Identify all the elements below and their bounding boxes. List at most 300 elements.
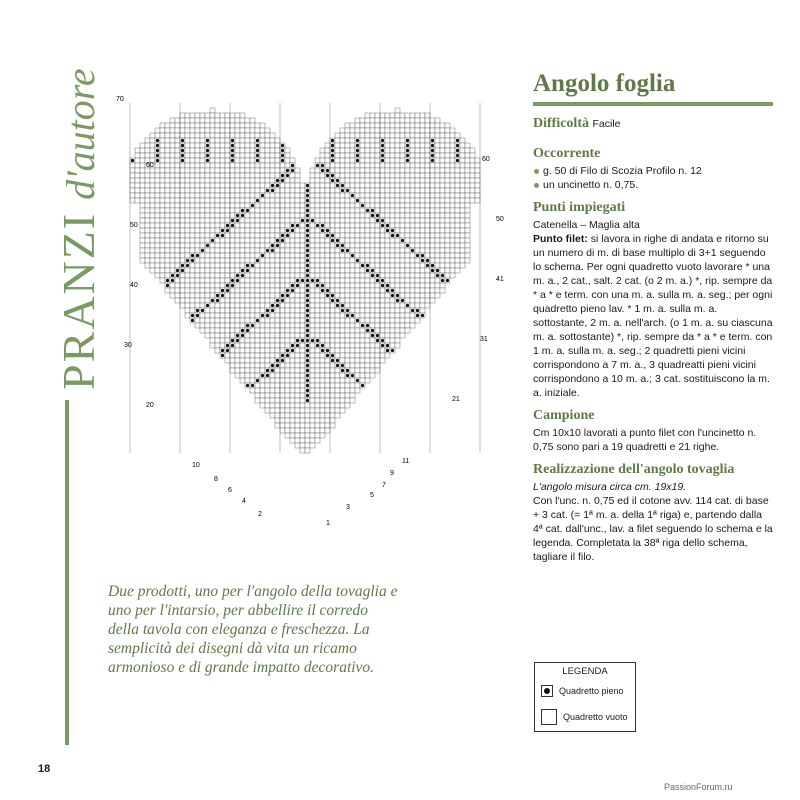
grid-cell [440, 248, 445, 253]
grid-cell [375, 223, 380, 228]
grid-cell [270, 373, 275, 378]
grid-cell [455, 253, 460, 258]
grid-cell [295, 238, 300, 243]
grid-cell [245, 173, 250, 178]
grid-cell [315, 178, 320, 183]
grid-cell [240, 248, 245, 253]
grid-cell [220, 143, 225, 148]
grid-cell [200, 198, 205, 203]
grid-cell [170, 253, 175, 258]
filled-cell-dot [306, 379, 309, 382]
grid-cell [220, 343, 225, 348]
grid-cell [300, 293, 305, 298]
grid-cell [210, 163, 215, 168]
grid-cell [295, 383, 300, 388]
filled-cell-dot [271, 364, 274, 367]
grid-cell [270, 268, 275, 273]
grid-cell [445, 178, 450, 183]
grid-cell [180, 213, 185, 218]
grid-cell [315, 253, 320, 258]
grid-cell [335, 198, 340, 203]
filled-cell-dot [281, 239, 284, 242]
grid-cell [155, 273, 160, 278]
grid-cell [330, 388, 335, 393]
grid-cell [245, 358, 250, 363]
grid-cell [415, 238, 420, 243]
grid-cell [325, 163, 330, 168]
grid-cell [355, 368, 360, 373]
filled-cell-dot [386, 349, 389, 352]
grid-cell [135, 158, 140, 163]
grid-cell [250, 313, 255, 318]
grid-cell [415, 193, 420, 198]
grid-cell [265, 353, 270, 358]
grid-cell [335, 268, 340, 273]
grid-cell [230, 193, 235, 198]
grid-cell [195, 323, 200, 328]
grid-cell [335, 308, 340, 313]
grid-cell [380, 248, 385, 253]
filled-cell-dot [191, 314, 194, 317]
grid-cell [375, 228, 380, 233]
grid-cell [425, 288, 430, 293]
grid-cell [165, 163, 170, 168]
grid-cell [290, 218, 295, 223]
grid-cell [310, 303, 315, 308]
grid-cell [315, 268, 320, 273]
grid-cell [320, 173, 325, 178]
row-number-left: 2 [258, 511, 262, 518]
grid-cell [290, 358, 295, 363]
grid-cell [185, 253, 190, 258]
grid-cell [415, 118, 420, 123]
grid-cell [195, 153, 200, 158]
grid-cell [255, 288, 260, 293]
grid-cell [170, 293, 175, 298]
grid-cell [280, 253, 285, 258]
grid-cell [255, 218, 260, 223]
grid-cell [310, 178, 315, 183]
grid-cell [200, 323, 205, 328]
grid-cell [400, 333, 405, 338]
grid-cell [430, 278, 435, 283]
grid-cell [440, 143, 445, 148]
grid-cell [215, 258, 220, 263]
grid-cell [435, 213, 440, 218]
grid-cell [240, 128, 245, 133]
grid-cell [355, 388, 360, 393]
grid-cell [250, 158, 255, 163]
grid-cell [175, 263, 180, 268]
grid-cell [355, 268, 360, 273]
grid-cell [370, 203, 375, 208]
grid-cell [265, 363, 270, 368]
grid-cell [210, 243, 215, 248]
grid-cell [345, 403, 350, 408]
grid-cell [240, 243, 245, 248]
grid-cell [285, 263, 290, 268]
grid-cell [380, 298, 385, 303]
grid-cell [250, 133, 255, 138]
filled-cell-dot [271, 249, 274, 252]
filled-cell-dot [281, 154, 284, 157]
grid-cell [365, 303, 370, 308]
grid-cell [310, 368, 315, 373]
sample-heading: Campione [533, 408, 595, 423]
grid-cell [300, 263, 305, 268]
grid-cell [225, 118, 230, 123]
grid-cell [405, 178, 410, 183]
grid-cell [435, 148, 440, 153]
grid-cell [210, 203, 215, 208]
grid-cell [345, 323, 350, 328]
instructions-column [533, 70, 773, 564]
grid-cell [350, 363, 355, 368]
grid-cell [230, 118, 235, 123]
grid-cell [440, 223, 445, 228]
filled-cell-dot [221, 234, 224, 237]
grid-cell [460, 163, 465, 168]
grid-cell [285, 368, 290, 373]
page-number: 18 [38, 763, 51, 775]
grid-cell [345, 273, 350, 278]
grid-cell [285, 163, 290, 168]
grid-cell [350, 163, 355, 168]
grid-cell [355, 283, 360, 288]
grid-cell [450, 208, 455, 213]
grid-cell [315, 213, 320, 218]
grid-cell [385, 143, 390, 148]
grid-cell [245, 163, 250, 168]
grid-cell [230, 113, 235, 118]
grid-cell [320, 403, 325, 408]
grid-cell [160, 193, 165, 198]
grid-cell [145, 188, 150, 193]
grid-cell [210, 263, 215, 268]
filled-cell-dot [241, 269, 244, 272]
grid-cell [170, 153, 175, 158]
grid-cell [410, 193, 415, 198]
grid-cell [395, 113, 400, 118]
grid-cell [385, 163, 390, 168]
grid-cell [245, 198, 250, 203]
grid-cell [270, 348, 275, 353]
filled-cell-dot [216, 299, 219, 302]
grid-cell [185, 128, 190, 133]
grid-cell [400, 278, 405, 283]
grid-cell [200, 283, 205, 288]
grid-cell [220, 168, 225, 173]
grid-cell [235, 258, 240, 263]
grid-cell [190, 293, 195, 298]
grid-cell [380, 328, 385, 333]
grid-cell [375, 323, 380, 328]
grid-cell [400, 178, 405, 183]
grid-cell [370, 303, 375, 308]
grid-cell [235, 183, 240, 188]
grid-cell [225, 323, 230, 328]
grid-cell [320, 328, 325, 333]
grid-cell [295, 408, 300, 413]
grid-cell [340, 383, 345, 388]
grid-cell [320, 323, 325, 328]
grid-cell [275, 163, 280, 168]
filled-cell-dot [236, 214, 239, 217]
grid-cell [370, 278, 375, 283]
grid-cell [425, 238, 430, 243]
grid-cell [180, 243, 185, 248]
filled-cell-dot [296, 284, 299, 287]
filled-cell-dot [431, 149, 434, 152]
grid-cell [370, 363, 375, 368]
grid-cell [370, 178, 375, 183]
grid-cell [155, 253, 160, 258]
grid-cell [235, 298, 240, 303]
grid-cell [245, 333, 250, 338]
filled-cell-dot [186, 264, 189, 267]
grid-cell [360, 313, 365, 318]
filled-cell-dot [241, 209, 244, 212]
grid-cell [405, 133, 410, 138]
grid-cell [310, 213, 315, 218]
grid-cell [220, 208, 225, 213]
grid-cell [240, 168, 245, 173]
grid-cell [160, 263, 165, 268]
filled-cell-dot [326, 354, 329, 357]
grid-cell [330, 308, 335, 313]
grid-cell [240, 238, 245, 243]
grid-cell [330, 393, 335, 398]
grid-cell [335, 148, 340, 153]
grid-cell [190, 223, 195, 228]
grid-cell [290, 253, 295, 258]
grid-cell [315, 308, 320, 313]
grid-cell [160, 168, 165, 173]
grid-cell [315, 248, 320, 253]
grid-cell [205, 333, 210, 338]
grid-cell [275, 383, 280, 388]
grid-cell [400, 168, 405, 173]
grid-cell [395, 263, 400, 268]
grid-cell [310, 388, 315, 393]
grid-cell [255, 208, 260, 213]
grid-cell [140, 233, 145, 238]
grid-cell [220, 128, 225, 133]
grid-cell [345, 378, 350, 383]
filled-cell-dot [306, 229, 309, 232]
grid-cell [330, 363, 335, 368]
grid-cell [300, 303, 305, 308]
grid-cell [245, 183, 250, 188]
grid-cell [380, 193, 385, 198]
grid-cell [465, 198, 470, 203]
grid-cell [350, 228, 355, 233]
grid-cell [460, 258, 465, 263]
grid-cell [360, 163, 365, 168]
grid-cell [355, 373, 360, 378]
filled-cell-dot [206, 159, 209, 162]
grid-cell [260, 363, 265, 368]
grid-cell [265, 128, 270, 133]
grid-cell [200, 123, 205, 128]
grid-cell [240, 363, 245, 368]
grid-cell [370, 138, 375, 143]
grid-cell [250, 243, 255, 248]
grid-cell [350, 383, 355, 388]
grid-cell [145, 223, 150, 228]
grid-cell [285, 428, 290, 433]
grid-cell [425, 173, 430, 178]
grid-cell [385, 353, 390, 358]
grid-cell [445, 123, 450, 128]
grid-cell [260, 228, 265, 233]
grid-cell [405, 173, 410, 178]
grid-cell [250, 378, 255, 383]
grid-cell [410, 213, 415, 218]
grid-cell [325, 363, 330, 368]
filled-cell-dot [211, 299, 214, 302]
grid-cell [165, 173, 170, 178]
grid-cell [310, 168, 315, 173]
grid-cell [310, 263, 315, 268]
grid-cell [400, 213, 405, 218]
grid-cell [310, 373, 315, 378]
filled-square-icon [541, 685, 553, 697]
grid-cell [300, 358, 305, 363]
grid-cell [400, 293, 405, 298]
grid-cell [205, 218, 210, 223]
grid-cell [455, 198, 460, 203]
grid-cell [205, 228, 210, 233]
grid-cell [280, 378, 285, 383]
grid-cell [300, 328, 305, 333]
grid-cell [350, 208, 355, 213]
grid-cell [445, 163, 450, 168]
grid-cell [285, 238, 290, 243]
grid-cell [260, 213, 265, 218]
grid-cell [230, 333, 235, 338]
grid-cell [130, 173, 135, 178]
grid-cell [210, 108, 215, 113]
grid-cell [390, 273, 395, 278]
grid-cell [375, 168, 380, 173]
filled-cell-dot [306, 314, 309, 317]
grid-cell [455, 183, 460, 188]
grid-cell [280, 268, 285, 273]
grid-cell [375, 233, 380, 238]
filled-cell-dot [286, 234, 289, 237]
grid-cell [285, 338, 290, 343]
grid-cell [215, 133, 220, 138]
grid-cell [260, 188, 265, 193]
grid-cell [405, 193, 410, 198]
grid-cell [330, 208, 335, 213]
grid-cell [330, 223, 335, 228]
grid-cell [390, 118, 395, 123]
grid-cell [445, 228, 450, 233]
grid-cell [345, 193, 350, 198]
grid-cell [280, 168, 285, 173]
grid-cell [395, 203, 400, 208]
grid-cell [235, 248, 240, 253]
row-number-left: 20 [146, 402, 154, 409]
grid-cell [260, 133, 265, 138]
grid-cell [390, 283, 395, 288]
filled-cell-dot [341, 309, 344, 312]
grid-cell [400, 183, 405, 188]
grid-cell [210, 188, 215, 193]
filled-cell-dot [396, 294, 399, 297]
filled-cell-dot [266, 189, 269, 192]
grid-cell [300, 213, 305, 218]
grid-cell [410, 158, 415, 163]
grid-cell [285, 303, 290, 308]
grid-cell [315, 358, 320, 363]
grid-cell [285, 333, 290, 338]
grid-cell [350, 168, 355, 173]
grid-cell [440, 168, 445, 173]
grid-cell [265, 243, 270, 248]
filled-cell-dot [216, 294, 219, 297]
grid-cell [200, 268, 205, 273]
grid-cell [335, 223, 340, 228]
grid-cell [425, 203, 430, 208]
grid-cell [290, 203, 295, 208]
grid-cell [165, 158, 170, 163]
grid-cell [200, 188, 205, 193]
grid-cell [300, 348, 305, 353]
grid-cell [355, 233, 360, 238]
grid-cell [260, 383, 265, 388]
grid-cell [205, 283, 210, 288]
grid-cell [420, 248, 425, 253]
grid-cell [345, 153, 350, 158]
grid-cell [395, 278, 400, 283]
filled-cell-dot [281, 149, 284, 152]
grid-cell [170, 283, 175, 288]
grid-cell [225, 113, 230, 118]
grid-cell [320, 303, 325, 308]
filled-cell-dot [236, 339, 239, 342]
grid-cell [255, 278, 260, 283]
grid-cell [340, 213, 345, 218]
grid-cell [160, 208, 165, 213]
grid-cell [250, 328, 255, 333]
grid-cell [245, 298, 250, 303]
grid-cell [175, 258, 180, 263]
grid-cell [415, 278, 420, 283]
grid-cell [265, 383, 270, 388]
grid-cell [280, 373, 285, 378]
grid-cell [155, 213, 160, 218]
grid-cell [135, 168, 140, 173]
grid-cell [190, 133, 195, 138]
grid-cell [180, 133, 185, 138]
grid-cell [250, 163, 255, 168]
grid-cell [355, 308, 360, 313]
filled-cell-dot [381, 159, 384, 162]
grid-cell [260, 218, 265, 223]
grid-cell [220, 238, 225, 243]
grid-cell [350, 293, 355, 298]
grid-cell [405, 273, 410, 278]
grid-cell [330, 368, 335, 373]
grid-cell [245, 143, 250, 148]
grid-cell [230, 323, 235, 328]
grid-cell [240, 378, 245, 383]
grid-cell [195, 183, 200, 188]
grid-cell [150, 243, 155, 248]
